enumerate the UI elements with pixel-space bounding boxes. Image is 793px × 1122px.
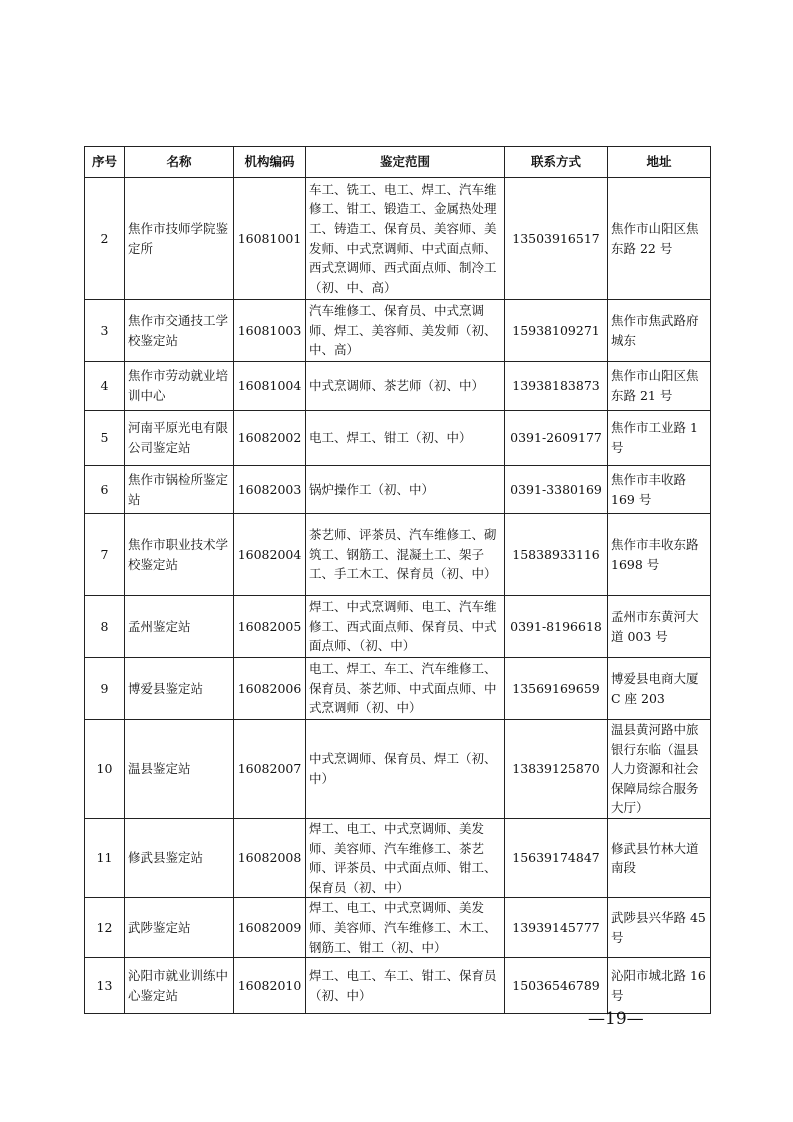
header-code: 机构编码 [234, 147, 306, 178]
cell-code: 16081004 [234, 362, 306, 411]
table-row [85, 300, 711, 362]
cell-code: 16082005 [234, 596, 306, 658]
cell-scope: 电工、焊工、车工、汽车维修工、保育员、茶艺师、中式面点师、中式烹调师（初、中） [306, 658, 505, 720]
cell-scope: 茶艺师、评茶员、汽车维修工、砌筑工、钢筋工、混凝土工、架子工、手工木工、保育员（初、中） [306, 514, 505, 596]
cell-seq: 12 [85, 898, 125, 958]
cell-address: 武陟县兴华路 45 号 [608, 898, 711, 958]
cell-code: 16082004 [234, 514, 306, 596]
cell-address: 焦作市工业路 1 号 [608, 411, 711, 466]
table-row [85, 818, 711, 897]
cell-address: 焦作市丰收东路 1698 号 [608, 514, 711, 596]
cell-address: 博爱县电商大厦 C 座 203 [608, 658, 711, 720]
cell-address: 温县黄河路中旅银行东临（温县人力资源和社会保障局综合服务大厅） [608, 720, 711, 819]
cell-address: 焦作市焦武路府城东 [608, 300, 711, 362]
cell-contact: 0391-8196618 [505, 596, 608, 658]
cell-scope: 车工、铣工、电工、焊工、汽车维修工、钳工、锻造工、金属热处理工、铸造工、保育员、美容师、美发师、中式烹调师、中式面点师、西式烹调师、西式面点师、制冷工（初、中、高） [306, 178, 505, 300]
header-seq: 序号 [85, 147, 125, 178]
cell-code: 16082009 [234, 898, 306, 958]
cell-code: 16081003 [234, 300, 306, 362]
cell-contact: 15938109271 [505, 300, 608, 362]
cell-seq: 7 [85, 514, 125, 596]
cell-contact: 13503916517 [505, 178, 608, 300]
cell-name: 博爱县鉴定站 [125, 658, 234, 720]
cell-contact: 15639174847 [505, 818, 608, 897]
header-address: 地址 [608, 147, 711, 178]
page-number: —19— [588, 1009, 644, 1029]
cell-seq: 10 [85, 720, 125, 819]
cell-name: 武陟鉴定站 [125, 898, 234, 958]
cell-code: 16082002 [234, 411, 306, 466]
table-row [85, 596, 711, 658]
table-header-row [85, 147, 711, 178]
cell-address: 焦作市丰收路 169 号 [608, 466, 711, 514]
cell-seq: 13 [85, 958, 125, 1014]
cell-seq: 5 [85, 411, 125, 466]
cell-contact: 0391-3380169 [505, 466, 608, 514]
header-name: 名称 [125, 147, 234, 178]
cell-contact: 15036546789 [505, 958, 608, 1014]
cell-scope: 焊工、电工、中式烹调师、美发师、美容师、汽车维修工、茶艺师、评茶员、中式面点师、钳工、保育员（初、中） [306, 818, 505, 897]
table-row [85, 898, 711, 958]
cell-contact: 15838933116 [505, 514, 608, 596]
cell-seq: 11 [85, 818, 125, 897]
cell-address: 焦作市山阳区焦东路 21 号 [608, 362, 711, 411]
table-row [85, 514, 711, 596]
cell-name: 焦作市锅检所鉴定站 [125, 466, 234, 514]
header-scope: 鉴定范围 [306, 147, 505, 178]
cell-code: 16082010 [234, 958, 306, 1014]
cell-seq: 4 [85, 362, 125, 411]
cell-seq: 9 [85, 658, 125, 720]
cell-name: 温县鉴定站 [125, 720, 234, 819]
cell-scope: 电工、焊工、钳工（初、中） [306, 411, 505, 466]
cell-name: 焦作市职业技术学校鉴定站 [125, 514, 234, 596]
cell-seq: 6 [85, 466, 125, 514]
cell-code: 16082006 [234, 658, 306, 720]
cell-name: 河南平原光电有限公司鉴定站 [125, 411, 234, 466]
cell-scope: 焊工、电工、中式烹调师、美发师、美容师、汽车维修工、木工、钢筋工、钳工（初、中） [306, 898, 505, 958]
header-contact: 联系方式 [505, 147, 608, 178]
table-row [85, 466, 711, 514]
table-row [85, 178, 711, 300]
cell-scope: 焊工、电工、车工、钳工、保育员（初、中） [306, 958, 505, 1014]
cell-scope: 焊工、中式烹调师、电工、汽车维修工、西式面点师、保育员、中式面点师、（初、中） [306, 596, 505, 658]
cell-name: 孟州鉴定站 [125, 596, 234, 658]
cell-name: 沁阳市就业训练中心鉴定站 [125, 958, 234, 1014]
table-row [85, 362, 711, 411]
cell-address: 修武县竹林大道南段 [608, 818, 711, 897]
cell-contact: 13939145777 [505, 898, 608, 958]
cell-address: 沁阳市城北路 16 号 [608, 958, 711, 1014]
cell-seq: 8 [85, 596, 125, 658]
table-row [85, 958, 711, 1014]
cell-scope: 汽车维修工、保育员、中式烹调师、焊工、美容师、美发师（初、中、高） [306, 300, 505, 362]
cell-code: 16082003 [234, 466, 306, 514]
cell-address: 焦作市山阳区焦东路 22 号 [608, 178, 711, 300]
cell-contact: 13839125870 [505, 720, 608, 819]
table-row [85, 411, 711, 466]
cell-name: 焦作市交通技工学校鉴定站 [125, 300, 234, 362]
cell-scope: 锅炉操作工（初、中） [306, 466, 505, 514]
cell-contact: 0391-2609177 [505, 411, 608, 466]
cell-scope: 中式烹调师、茶艺师（初、中） [306, 362, 505, 411]
cell-name: 修武县鉴定站 [125, 818, 234, 897]
appraisal-institutions-table [84, 146, 711, 1014]
cell-seq: 2 [85, 178, 125, 300]
cell-contact: 13938183873 [505, 362, 608, 411]
table-row [85, 658, 711, 720]
cell-contact: 13569169659 [505, 658, 608, 720]
cell-seq: 3 [85, 300, 125, 362]
cell-code: 16082007 [234, 720, 306, 819]
cell-name: 焦作市劳动就业培训中心 [125, 362, 234, 411]
table-row [85, 720, 711, 819]
cell-name: 焦作市技师学院鉴定所 [125, 178, 234, 300]
cell-scope: 中式烹调师、保育员、焊工（初、中） [306, 720, 505, 819]
cell-code: 16082008 [234, 818, 306, 897]
cell-code: 16081001 [234, 178, 306, 300]
cell-address: 孟州市东黄河大道 003 号 [608, 596, 711, 658]
